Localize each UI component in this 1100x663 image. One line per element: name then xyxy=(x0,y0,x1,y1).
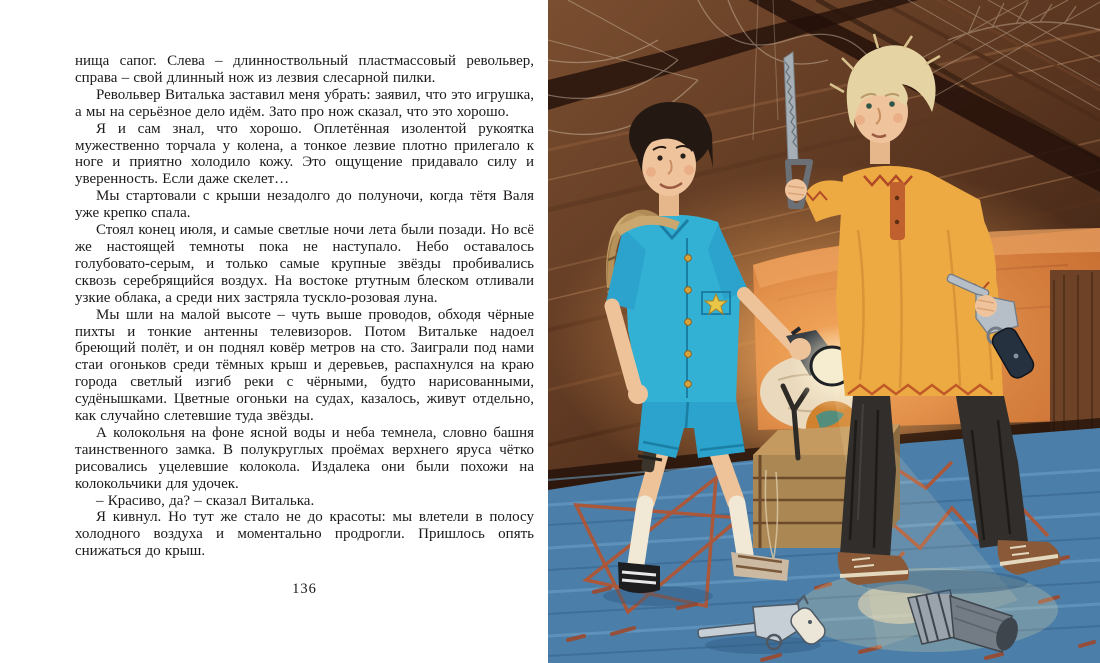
paragraph: нища сапог. Слева – длинноствольный пластмассовый револьвер, справа – свой длинный нож из лезвия слесарной пилки. xyxy=(75,53,534,86)
page-number: 136 xyxy=(292,581,317,597)
paragraph: Револьвер Виталька заставил меня убрать: заявил, что это игрушка, а мы на серьёзное дело идём. Зато про нож сказал, что это хорошо. xyxy=(75,86,534,120)
paragraph: – Красиво, да? – сказал Виталька. xyxy=(96,492,315,509)
paragraph: Стоял конец июля, и самые светлые ночи лета были позади. Но всё же настоящей темноты пока не наступало. Небо оставалось голубовато-серым, и только самые крупные звёзды пробивались сквозь серебрящийся воздух. На востоке ртутным блеском отливали узкие облака, а среди них застряла тускло-розовая луна. xyxy=(75,222,534,306)
knee-sock xyxy=(737,504,745,554)
hand-holding-saw xyxy=(785,179,807,201)
hand-gripping-rope xyxy=(628,384,648,404)
paragraph: Я кивнул. Но тут же стало не до красоты: мы влетели в полосу холодного воздуха и моментально продрогли. Пришлось опять снижаться до крыш. xyxy=(75,509,534,560)
hand-holding-revolver xyxy=(975,295,997,317)
paragraph: А колокольня на фоне ясной воды и неба темнела, словно башня таинственного замка. В полукруглых проёмах верхнего яруса чётко рисовались уцелевшие колокола. Издалека они были похожи на колокольчики для удочек. xyxy=(75,424,534,492)
paragraph: Мы стартовали с крыши незадолго до полуночи, когда тётя Валя уже крепко спала. xyxy=(75,188,534,222)
collar-placket xyxy=(890,182,905,240)
black-sandal xyxy=(618,562,660,593)
hand-holding-flashlight xyxy=(789,338,811,360)
paragraph: Я и сам знал, что хорошо. Оплетённая изолентой рукоятка мужественно торчала у колена, а тонкое лезвие плотно прилегало к ноге и приятно холодило кожу. Это ощущение придавало силу и уверенность. Если даже скелет… xyxy=(75,120,534,188)
page-text xyxy=(75,53,534,560)
book-illustration xyxy=(548,0,1100,663)
sneaker xyxy=(838,552,909,585)
paragraph: Мы шли на малой высоте – чуть выше проводов, обходя чёрные пихты и тонкие антенны телевизоров. Потом Витальке надоел бреющий полёт, и он поднял ковёр метров на сто. Заиграли под нами стаи огоньков среди тёмных крыш и деревьев, распахнулся на краю города светлый изгиб реки с чёрными, будто нарисованными, судёнышками. Цветные огоньки на судах, казалось, живут отдельно, как случайно слетевшие туда звёзды. xyxy=(75,306,534,425)
knee-sock xyxy=(636,504,645,564)
attic-scene xyxy=(548,0,1100,663)
